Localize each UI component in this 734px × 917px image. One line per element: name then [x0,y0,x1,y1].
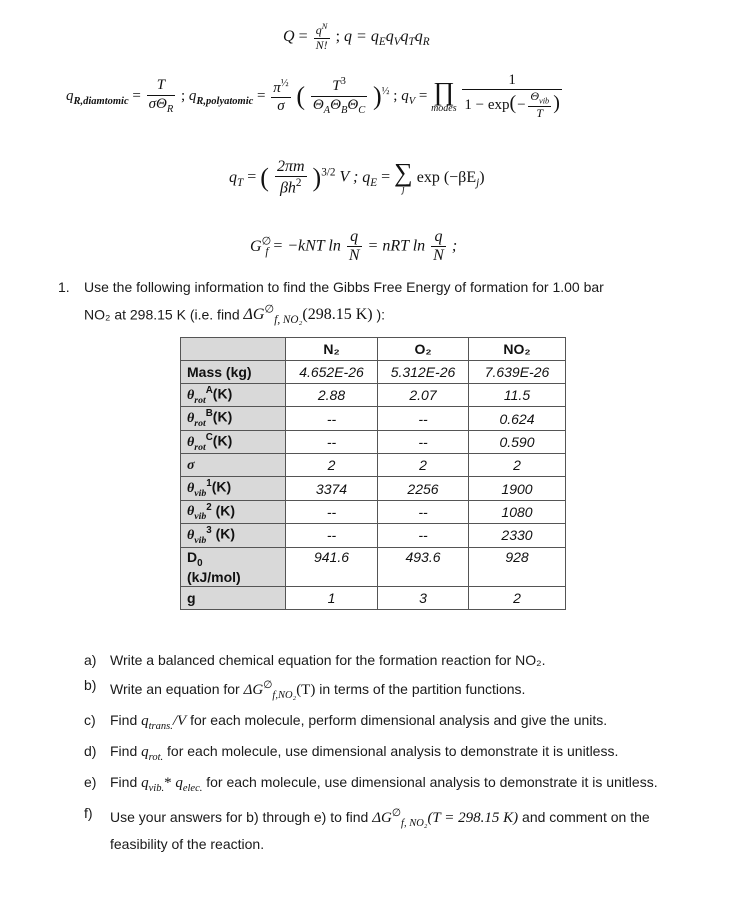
table-cell: -- [286,407,378,430]
table-cell: 3 [378,586,469,609]
table-row [181,586,566,609]
equation-gibbs: $G^\emptyset_f = -kNT$ ln $\frac{q}{N}$ = nRT ln $\frac{q}{N}$ ; [250,228,458,265]
subquestion-label: d) [84,743,97,759]
table-cell: -- [378,407,469,430]
table-cell: 1 [286,586,378,609]
column-header-no2: NO₂ [469,338,566,361]
row-header-g: g [181,586,286,609]
table-cell: 2330 [469,524,566,547]
table-cell: -- [378,500,469,523]
subquestion-label: c) [84,712,96,728]
subquestion-text: Find $q_{trans.}/V$ for each molecule, perform dimensional analysis and give the units. [110,712,608,732]
eq-qv-fraction: 1 1 − exp(− $\frac{\Theta_{vib}}{T}$ ) [464,72,560,121]
table-cell: 0.624 [469,407,566,430]
eq-poly-prefactor: $\frac{\pi^{\frac{1}{2}}}{\sigma}$ [273,77,289,115]
subquestion-text: Find $q_{vib.}*$ $q_{elec.}$ for each molecule, use dimensional analysis to demonstrate it is unitless. [110,774,658,794]
subquestion-label: e) [84,774,97,790]
table-cell: 928 [469,547,566,586]
table-row [181,454,566,477]
question-text-line1: Use the following information to find the Gibbs Free Energy of formation for 1.00 bar [84,279,604,295]
equation-partition-function: Q = $\frac{q^N}{N!}$ ; $q = q_Eq_Vq_Tq_R$ [283,22,430,52]
row-header-mass: Mass (kg) [181,361,286,384]
eq-G-symbol: $G^\emptyset_f$ [250,235,272,258]
row-header-theta-rot-b: $\theta_{rot}^B(K)$ [181,407,286,430]
table-cell: 11.5 [469,384,566,407]
table-corner-cell [181,338,286,361]
list-item [84,650,704,671]
table-cell: 2 [378,454,469,477]
table-row [181,477,566,500]
eq-qv: $q_V$ [401,87,416,107]
eq-Q-symbol: Q [283,27,295,45]
subquestion-list [84,650,704,859]
table-cell: 4.652E-26 [286,361,378,384]
row-header-theta-rot-a: $\theta_{rot}^A(K)$ [181,384,286,407]
equation-rot-vib: $q_{R,diamtomic}$ = $\frac{T}{\sigma\Theta_R}$ ; $q_{R,polyatomic}$ = $\frac{\pi^{\frac{1}{2}}}{\sigma}$ ( $\frac{T^3}{\Theta_A\Theta_B\Theta_C}$ )$^{\frac{1}{2}}$ ; $q_V$ = ∏ modes 1 1 − exp(− $\frac{\Theta_{vib}}{T}$ ) [66,72,560,121]
eq-qE-term: $\exp (-\beta E_j)$ [416,168,485,189]
table-cell: 3374 [286,477,378,500]
subquestion-text: Write a balanced chemical equation for the formation reaction for NO₂. [110,652,546,668]
table-row [181,361,566,384]
table-cell: -- [286,524,378,547]
column-header-n2: N₂ [286,338,378,361]
subquestion-text: Use your answers for b) through e) to find $\Delta G^\emptyset_{f, NO_2}(T = 298.15$ K) and comment on the feasibility of the reaction. [110,808,650,852]
table-cell: 2.88 [286,384,378,407]
eq-sum-operator: ∑ j [394,158,413,196]
row-header-theta-vib-3: $\theta_{vib}^3$ (K) [181,524,286,547]
eq-qrot-polyatomic: $q_{R,polyatomic}$ [188,87,254,107]
subquestion-text: Find $q_{rot.}$ for each molecule, use dimensional analysis to demonstrate it is unitless. [110,743,619,763]
table-cell: 7.639E-26 [469,361,566,384]
table-cell: 2.07 [378,384,469,407]
table-cell: 5.312E-26 [378,361,469,384]
list-item [84,803,704,855]
column-header-o2: O₂ [378,338,469,361]
subquestion-label: a) [84,652,97,668]
eq-qT: $q_T$ [229,168,244,189]
list-item [84,772,704,799]
eq-product-operator: ∏ modes [431,76,457,114]
subquestion-label: b) [84,677,97,693]
table-cell: 493.6 [378,547,469,586]
question-text-line2: NO₂ at 298.15 K (i.e. find $\Delta G^\emptyset_{f, NO_2}(298.15$ K) ): [84,304,386,327]
row-header-theta-rot-c: $\theta_{rot}^C(K)$ [181,430,286,453]
eq-G-fraction-2: $\frac{q}{N}$ [433,228,444,265]
row-header-d0: $D_0$ (kJ/mol) [181,547,286,586]
table-cell: -- [286,500,378,523]
question-number: 1. [58,279,70,295]
eq-qT-fraction: $\frac{2\pi m}{\beta h^2}$ [276,158,305,197]
subquestion-text: Write an equation for $\Delta G^\emptyset_{f,NO_2}(T)$ in terms of the partition functions. [110,680,526,701]
table-cell: 2256 [378,477,469,500]
eq-diatomic-fraction: $\frac{T}{\sigma\Theta_R}$ [148,77,174,115]
list-item [84,710,704,737]
row-header-sigma: σ [181,454,286,477]
table-cell: 2 [286,454,378,477]
row-header-theta-vib-2: $\theta_{vib}^2$ (K) [181,500,286,523]
subquestion-label: f) [84,805,93,821]
eq-qrot-diatomic: $q_{R,diamtomic}$ [66,87,129,107]
eq-q-product: $q = q_Eq_Vq_Tq_R$ [344,27,430,49]
molecular-data-table [180,337,566,610]
table-cell: 941.6 [286,547,378,586]
table-row [181,430,566,453]
list-item [84,675,704,706]
equation-trans-elec: $q_T$ = ( $\frac{2\pi m}{\beta h^2}$ )$^{3/2}$ V ; $q_E$ = ∑ j $\exp (-\beta E_j)$ [229,158,485,197]
table-row [181,524,566,547]
eq-poly-inner: $\frac{T^3}{\Theta_A\Theta_B\Theta_C}$ [312,76,366,116]
table-row [181,407,566,430]
list-item [84,741,704,768]
table-cell: 1080 [469,500,566,523]
table-cell: 2 [469,454,566,477]
table-cell: -- [286,430,378,453]
table-cell: 2 [469,586,566,609]
table-cell: 1900 [469,477,566,500]
table-row [181,547,566,586]
eq-Q-fraction: $\frac{q^N}{N!}$ [315,22,328,52]
table-cell: -- [378,524,469,547]
table-header-row [181,338,566,361]
table-cell: -- [378,430,469,453]
row-header-theta-vib-1: $\theta_{vib}^1(K)$ [181,477,286,500]
table-cell: 0.590 [469,430,566,453]
eq-G-fraction-1: $\frac{q}{N}$ [348,228,360,265]
table-row [181,384,566,407]
eq-qE: $q_E$ [362,168,378,189]
table-row [181,500,566,523]
